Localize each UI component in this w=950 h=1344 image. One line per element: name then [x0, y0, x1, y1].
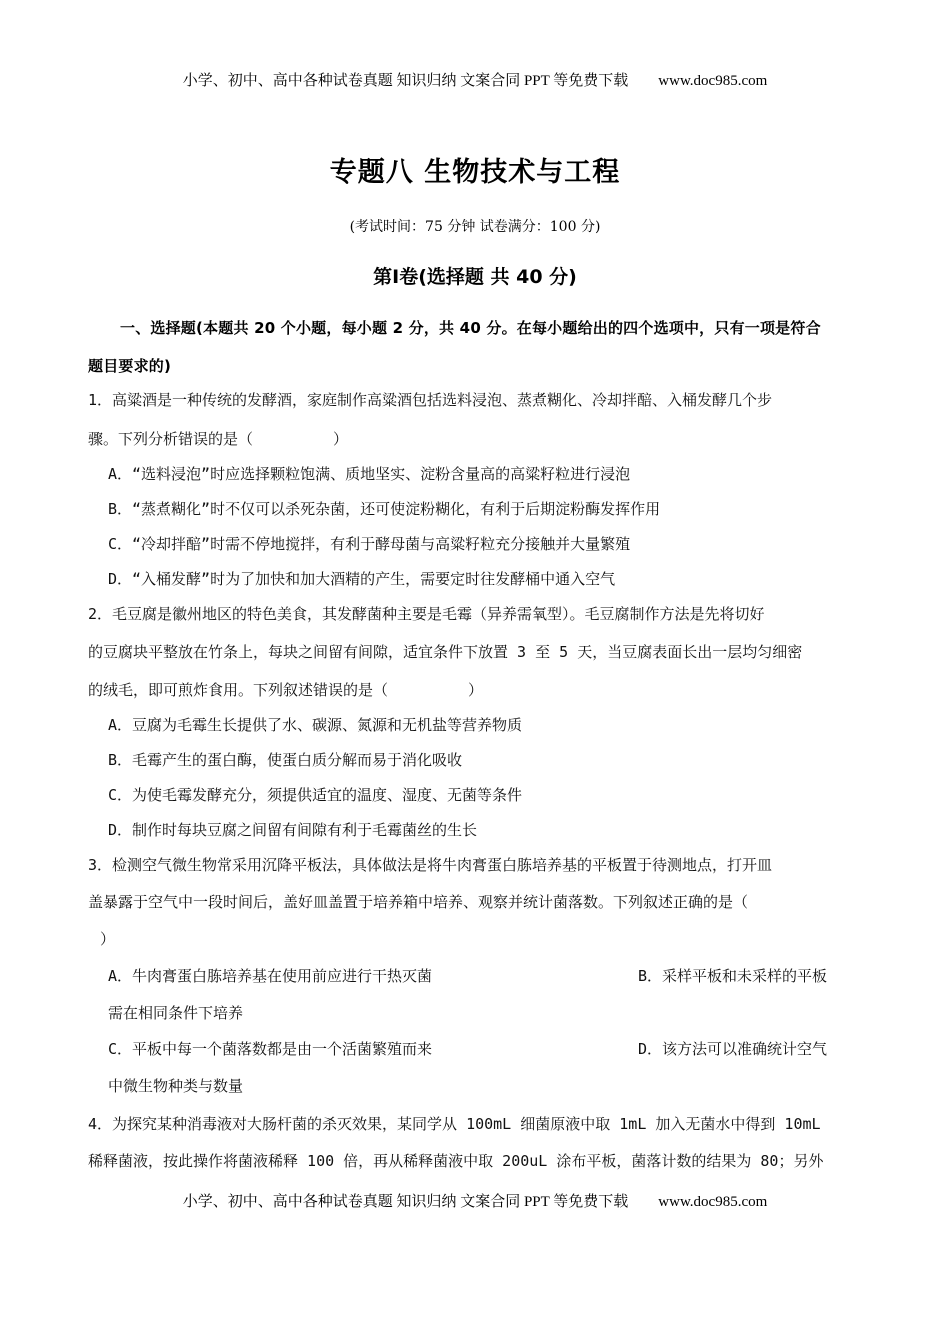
question-stem-line: 2．毛豆腐是徽州地区的特色美食，其发酵菌种主要是毛霉（异养需氧型）。毛豆腐制作方法是先将切好	[88, 605, 765, 623]
option-b: B．“蒸煮糊化”时不仅可以杀死杂菌，还可使淀粉糊化，有利于后期淀粉酶发挥作用	[108, 500, 661, 518]
exam-info: (考试时间：75 分钟 试卷满分：100 分)	[349, 219, 601, 235]
option-d: D．该方法可以准确统计空气	[638, 1040, 828, 1058]
question-stem-line	[88, 428, 348, 449]
header-text: 小学、初中、高中各种试卷真题 知识归纳 文案合同 PPT 等免费下载	[182, 73, 629, 89]
part-title: 第Ⅰ卷(选择题 共 40 分)	[373, 266, 577, 288]
option-a: A．豆腐为毛霉生长提供了水、碳源、氮源和无机盐等营养物质	[108, 716, 523, 734]
option-a: A．“选料浸泡”时应选择颗粒饱满、质地坚实、淀粉含量高的高粱籽粒进行浸泡	[108, 465, 631, 483]
stem-close: ）	[333, 430, 349, 448]
question-stem-line: 的豆腐块平整放在竹条上，每块之间留有间隙，适宜条件下放置 3 至 5 天，当豆腐表面长出一层均匀细密	[88, 643, 803, 661]
question-stem-line: 1．高粱酒是一种传统的发酵酒，家庭制作高粱酒包括选料浸泡、蒸煮糊化、冷却拌醅、入桶发酵几个步	[88, 391, 773, 409]
question-stem-line: 盖暴露于空气中一段时间后，盖好皿盖置于培养箱中培养、观察并统计菌落数。下列叙述正确的是（	[88, 893, 749, 911]
option-c: C．为使毛霉发酵充分，须提供适宜的温度、湿度、无菌等条件	[108, 786, 523, 804]
stem-close: ）	[468, 681, 484, 699]
option-c: C．平板中每一个菌落数都是由一个活菌繁殖而来	[108, 1040, 433, 1058]
option-b: B．采样平板和未采样的平板	[638, 967, 828, 985]
question-stem-line	[88, 679, 483, 700]
question-stem-line: 稀释菌液，按此操作将菌液稀释 100 倍，再从稀释菌液中取 200uL 涂布平板，菌落计数的结果为 80；另外	[88, 1152, 824, 1170]
section-instructions-line-2: 题目要求的)	[88, 357, 172, 375]
question-stem-line: 4．为探究某种消毒液对大肠杆菌的杀灭效果，某同学从 100mL 细菌原液中取 1mL 加入无菌水中得到 10mL	[88, 1115, 821, 1133]
document-title: 专题八 生物技术与工程	[329, 157, 621, 188]
footer-text: 小学、初中、高中各种试卷真题 知识归纳 文案合同 PPT 等免费下载	[182, 1194, 629, 1210]
question-stem-line: 3．检测空气微生物常采用沉降平板法，具体做法是将牛肉膏蛋白胨培养基的平板置于待测地点，打开皿	[88, 856, 773, 874]
page-header	[0, 69, 950, 90]
option-b-continued: 需在相同条件下培养	[108, 1004, 244, 1022]
option-a: A．牛肉膏蛋白胨培养基在使用前应进行干热灭菌	[108, 967, 433, 985]
option-b: B．毛霉产生的蛋白酶，使蛋白质分解而易于消化吸收	[108, 751, 463, 769]
option-d-continued: 中微生物种类与数量	[108, 1077, 244, 1095]
footer-url[interactable]: www.doc985.com	[658, 1194, 768, 1210]
stem-text: 骤。下列分析错误的是（	[88, 430, 254, 448]
question-stem-close: ）	[100, 930, 116, 948]
header-url[interactable]: www.doc985.com	[658, 73, 768, 89]
page-footer	[0, 1190, 950, 1211]
option-c: C．“冷却拌醅”时需不停地搅拌，有利于酵母菌与高粱籽粒充分接触并大量繁殖	[108, 535, 631, 553]
option-d: D．“入桶发酵”时为了加快和加大酒精的产生，需要定时往发酵桶中通入空气	[108, 570, 616, 588]
option-d: D．制作时每块豆腐之间留有间隙有利于毛霉菌丝的生长	[108, 821, 478, 839]
section-instructions-line-1: 一、选择题(本题共 20 个小题，每小题 2 分，共 40 分。在每小题给出的四个选项中，只有一项是符合	[120, 319, 821, 337]
stem-text: 的绒毛，即可煎炸食用。下列叙述错误的是（	[88, 681, 389, 699]
